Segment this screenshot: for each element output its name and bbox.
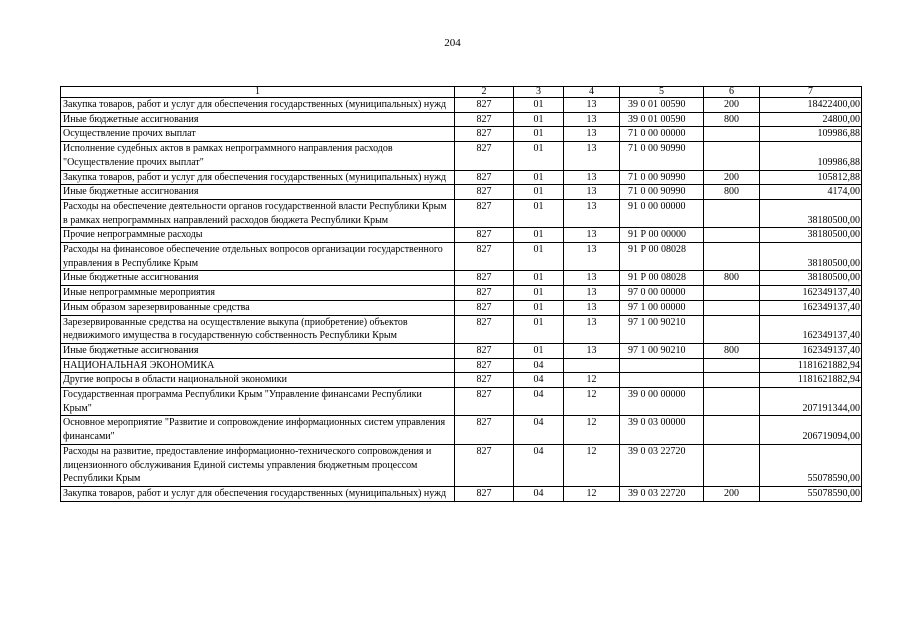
code-section-cell: 04 bbox=[514, 444, 564, 486]
code-subsection-cell: 13 bbox=[564, 199, 620, 227]
code-ministry-cell: 827 bbox=[455, 112, 514, 127]
code-ministry-cell: 827 bbox=[455, 358, 514, 373]
table-body bbox=[61, 98, 862, 502]
code-expense-type-cell: 200 bbox=[704, 486, 760, 501]
code-expense-type-cell bbox=[704, 358, 760, 373]
row-name-cell: Основное мероприятие "Развитие и сопровождение информационных систем управления финансами" bbox=[61, 416, 455, 444]
row-name-cell: Закупка товаров, работ и услуг для обеспечения государственных (муниципальных) нужд bbox=[61, 486, 455, 501]
code-target-cell: 91 Р 00 08028 bbox=[620, 271, 704, 286]
amount-cell: 38180500,00 bbox=[760, 243, 862, 271]
row-name-cell: Закупка товаров, работ и услуг для обеспечения государственных (муниципальных) нужд bbox=[61, 170, 455, 185]
code-ministry-cell: 827 bbox=[455, 142, 514, 170]
amount-cell: 24800,00 bbox=[760, 112, 862, 127]
row-name-cell: Исполнение судебных актов в рамках непрограммного направления расходов "Осуществление прочих выплат" bbox=[61, 142, 455, 170]
row-name-cell: Иные бюджетные ассигнования bbox=[61, 185, 455, 200]
code-section-cell: 01 bbox=[514, 170, 564, 185]
table-row bbox=[61, 185, 862, 200]
amount-cell: 105812,88 bbox=[760, 170, 862, 185]
amount-cell: 162349137,40 bbox=[760, 343, 862, 358]
code-section-cell: 01 bbox=[514, 286, 564, 301]
code-ministry-cell: 827 bbox=[455, 343, 514, 358]
code-expense-type-cell: 800 bbox=[704, 343, 760, 358]
code-target-cell: 71 0 00 00000 bbox=[620, 127, 704, 142]
table-row bbox=[61, 243, 862, 271]
header-cell: 1 bbox=[61, 87, 455, 98]
row-name-cell: Расходы на обеспечение деятельности органов государственной власти Республики Крым в рамках непрограммных направлений расходов бюджета Республики Крым bbox=[61, 199, 455, 227]
code-target-cell bbox=[620, 373, 704, 388]
code-ministry-cell: 827 bbox=[455, 444, 514, 486]
code-section-cell: 01 bbox=[514, 98, 564, 113]
code-ministry-cell: 827 bbox=[455, 98, 514, 113]
table-row bbox=[61, 416, 862, 444]
code-section-cell: 01 bbox=[514, 343, 564, 358]
code-ministry-cell: 827 bbox=[455, 388, 514, 416]
code-ministry-cell: 827 bbox=[455, 271, 514, 286]
code-expense-type-cell bbox=[704, 416, 760, 444]
code-expense-type-cell: 200 bbox=[704, 98, 760, 113]
code-section-cell: 01 bbox=[514, 228, 564, 243]
code-section-cell: 01 bbox=[514, 199, 564, 227]
table-row bbox=[61, 112, 862, 127]
code-section-cell: 04 bbox=[514, 388, 564, 416]
code-subsection-cell: 13 bbox=[564, 185, 620, 200]
amount-cell: 18422400,00 bbox=[760, 98, 862, 113]
row-name-cell: Иные бюджетные ассигнования bbox=[61, 271, 455, 286]
code-subsection-cell: 13 bbox=[564, 142, 620, 170]
amount-cell: 38180500,00 bbox=[760, 271, 862, 286]
amount-cell: 162349137,40 bbox=[760, 300, 862, 315]
table-row bbox=[61, 142, 862, 170]
code-target-cell: 39 0 01 00590 bbox=[620, 98, 704, 113]
code-subsection-cell: 13 bbox=[564, 315, 620, 343]
code-section-cell: 01 bbox=[514, 127, 564, 142]
table-row bbox=[61, 358, 862, 373]
code-target-cell: 97 1 00 90210 bbox=[620, 343, 704, 358]
code-ministry-cell: 827 bbox=[455, 300, 514, 315]
row-name-cell: Расходы на финансовое обеспечение отдельных вопросов организации государственного управления в Республике Крым bbox=[61, 243, 455, 271]
row-name-cell: НАЦИОНАЛЬНАЯ ЭКОНОМИКА bbox=[61, 358, 455, 373]
code-subsection-cell: 13 bbox=[564, 170, 620, 185]
code-subsection-cell: 13 bbox=[564, 243, 620, 271]
table-row bbox=[61, 286, 862, 301]
row-name-cell: Осуществление прочих выплат bbox=[61, 127, 455, 142]
table-row bbox=[61, 315, 862, 343]
table-row bbox=[61, 127, 862, 142]
code-target-cell: 97 0 00 00000 bbox=[620, 286, 704, 301]
code-target-cell: 39 0 01 00590 bbox=[620, 112, 704, 127]
code-section-cell: 04 bbox=[514, 416, 564, 444]
code-target-cell: 39 0 03 22720 bbox=[620, 486, 704, 501]
amount-cell: 206719094,00 bbox=[760, 416, 862, 444]
code-section-cell: 01 bbox=[514, 300, 564, 315]
code-ministry-cell: 827 bbox=[455, 199, 514, 227]
code-target-cell: 39 0 00 00000 bbox=[620, 388, 704, 416]
code-subsection-cell: 12 bbox=[564, 444, 620, 486]
code-expense-type-cell: 800 bbox=[704, 112, 760, 127]
table-row bbox=[61, 228, 862, 243]
row-name-cell: Государственная программа Республики Крым "Управление финансами Республики Крым" bbox=[61, 388, 455, 416]
code-expense-type-cell bbox=[704, 286, 760, 301]
amount-cell: 38180500,00 bbox=[760, 228, 862, 243]
header-cell: 2 bbox=[455, 87, 514, 98]
code-expense-type-cell: 200 bbox=[704, 170, 760, 185]
table-row bbox=[61, 98, 862, 113]
code-ministry-cell: 827 bbox=[455, 486, 514, 501]
table-header-row bbox=[61, 87, 862, 98]
code-section-cell: 04 bbox=[514, 373, 564, 388]
header-cell: 3 bbox=[514, 87, 564, 98]
header-cell: 5 bbox=[620, 87, 704, 98]
amount-cell: 207191344,00 bbox=[760, 388, 862, 416]
code-ministry-cell: 827 bbox=[455, 185, 514, 200]
code-ministry-cell: 827 bbox=[455, 228, 514, 243]
code-expense-type-cell: 800 bbox=[704, 185, 760, 200]
code-subsection-cell: 12 bbox=[564, 416, 620, 444]
code-section-cell: 01 bbox=[514, 271, 564, 286]
code-subsection-cell: 12 bbox=[564, 388, 620, 416]
amount-cell: 4174,00 bbox=[760, 185, 862, 200]
code-ministry-cell: 827 bbox=[455, 286, 514, 301]
code-expense-type-cell bbox=[704, 243, 760, 271]
code-ministry-cell: 827 bbox=[455, 373, 514, 388]
amount-cell: 162349137,40 bbox=[760, 286, 862, 301]
amount-cell: 55078590,00 bbox=[760, 486, 862, 501]
code-target-cell: 97 1 00 90210 bbox=[620, 315, 704, 343]
row-name-cell: Иным образом зарезервированные средства bbox=[61, 300, 455, 315]
code-subsection-cell: 13 bbox=[564, 343, 620, 358]
code-expense-type-cell bbox=[704, 315, 760, 343]
code-target-cell: 39 0 03 00000 bbox=[620, 416, 704, 444]
code-subsection-cell: 13 bbox=[564, 127, 620, 142]
code-section-cell: 01 bbox=[514, 243, 564, 271]
code-section-cell: 04 bbox=[514, 358, 564, 373]
table-row bbox=[61, 170, 862, 185]
amount-cell: 109986,88 bbox=[760, 142, 862, 170]
table-row bbox=[61, 373, 862, 388]
table-row bbox=[61, 343, 862, 358]
amount-cell: 55078590,00 bbox=[760, 444, 862, 486]
row-name-cell: Закупка товаров, работ и услуг для обеспечения государственных (муниципальных) нужд bbox=[61, 98, 455, 113]
code-subsection-cell: 13 bbox=[564, 300, 620, 315]
table-row bbox=[61, 300, 862, 315]
header-cell: 4 bbox=[564, 87, 620, 98]
row-name-cell: Другие вопросы в области национальной экономики bbox=[61, 373, 455, 388]
amount-cell: 109986,88 bbox=[760, 127, 862, 142]
code-ministry-cell: 827 bbox=[455, 416, 514, 444]
code-target-cell: 91 Р 00 00000 bbox=[620, 228, 704, 243]
header-cell: 7 bbox=[760, 87, 862, 98]
amount-cell: 1181621882,94 bbox=[760, 373, 862, 388]
code-subsection-cell bbox=[564, 358, 620, 373]
page-number: 204 bbox=[444, 37, 461, 49]
table-row bbox=[61, 486, 862, 501]
code-subsection-cell: 12 bbox=[564, 486, 620, 501]
code-target-cell: 39 0 03 22720 bbox=[620, 444, 704, 486]
code-section-cell: 01 bbox=[514, 142, 564, 170]
code-target-cell: 71 0 00 90990 bbox=[620, 185, 704, 200]
code-subsection-cell: 13 bbox=[564, 271, 620, 286]
table-row bbox=[61, 271, 862, 286]
code-expense-type-cell bbox=[704, 199, 760, 227]
row-name-cell: Иные бюджетные ассигнования bbox=[61, 112, 455, 127]
code-expense-type-cell bbox=[704, 300, 760, 315]
table-row bbox=[61, 199, 862, 227]
row-name-cell: Прочие непрограммные расходы bbox=[61, 228, 455, 243]
code-target-cell: 71 0 00 90990 bbox=[620, 142, 704, 170]
code-target-cell: 91 0 00 00000 bbox=[620, 199, 704, 227]
code-expense-type-cell bbox=[704, 388, 760, 416]
code-section-cell: 04 bbox=[514, 486, 564, 501]
code-target-cell: 91 Р 00 08028 bbox=[620, 243, 704, 271]
code-target-cell: 71 0 00 90990 bbox=[620, 170, 704, 185]
code-expense-type-cell bbox=[704, 228, 760, 243]
amount-cell: 38180500,00 bbox=[760, 199, 862, 227]
header-cell: 6 bbox=[704, 87, 760, 98]
code-ministry-cell: 827 bbox=[455, 127, 514, 142]
amount-cell: 162349137,40 bbox=[760, 315, 862, 343]
code-section-cell: 01 bbox=[514, 112, 564, 127]
code-target-cell: 97 1 00 00000 bbox=[620, 300, 704, 315]
code-expense-type-cell bbox=[704, 127, 760, 142]
code-expense-type-cell bbox=[704, 142, 760, 170]
code-subsection-cell: 12 bbox=[564, 373, 620, 388]
amount-cell: 1181621882,94 bbox=[760, 358, 862, 373]
table-row bbox=[61, 388, 862, 416]
code-subsection-cell: 13 bbox=[564, 228, 620, 243]
row-name-cell: Зарезервированные средства на осуществление выкупа (приобретение) объектов недвижимого имущества в государственную собственность Республики Крым bbox=[61, 315, 455, 343]
code-expense-type-cell bbox=[704, 373, 760, 388]
code-expense-type-cell: 800 bbox=[704, 271, 760, 286]
row-name-cell: Расходы на развитие, предоставление информационно-технического сопровождения и лицензионного обслуживания Единой системы управления бюджетным процессом Республики Крым bbox=[61, 444, 455, 486]
code-ministry-cell: 827 bbox=[455, 315, 514, 343]
code-section-cell: 01 bbox=[514, 315, 564, 343]
row-name-cell: Иные бюджетные ассигнования bbox=[61, 343, 455, 358]
code-subsection-cell: 13 bbox=[564, 286, 620, 301]
row-name-cell: Иные непрограммные мероприятия bbox=[61, 286, 455, 301]
table-row bbox=[61, 444, 862, 486]
code-section-cell: 01 bbox=[514, 185, 564, 200]
code-subsection-cell: 13 bbox=[564, 98, 620, 113]
budget-table bbox=[60, 86, 862, 502]
code-target-cell bbox=[620, 358, 704, 373]
code-subsection-cell: 13 bbox=[564, 112, 620, 127]
code-ministry-cell: 827 bbox=[455, 243, 514, 271]
code-ministry-cell: 827 bbox=[455, 170, 514, 185]
code-expense-type-cell bbox=[704, 444, 760, 486]
